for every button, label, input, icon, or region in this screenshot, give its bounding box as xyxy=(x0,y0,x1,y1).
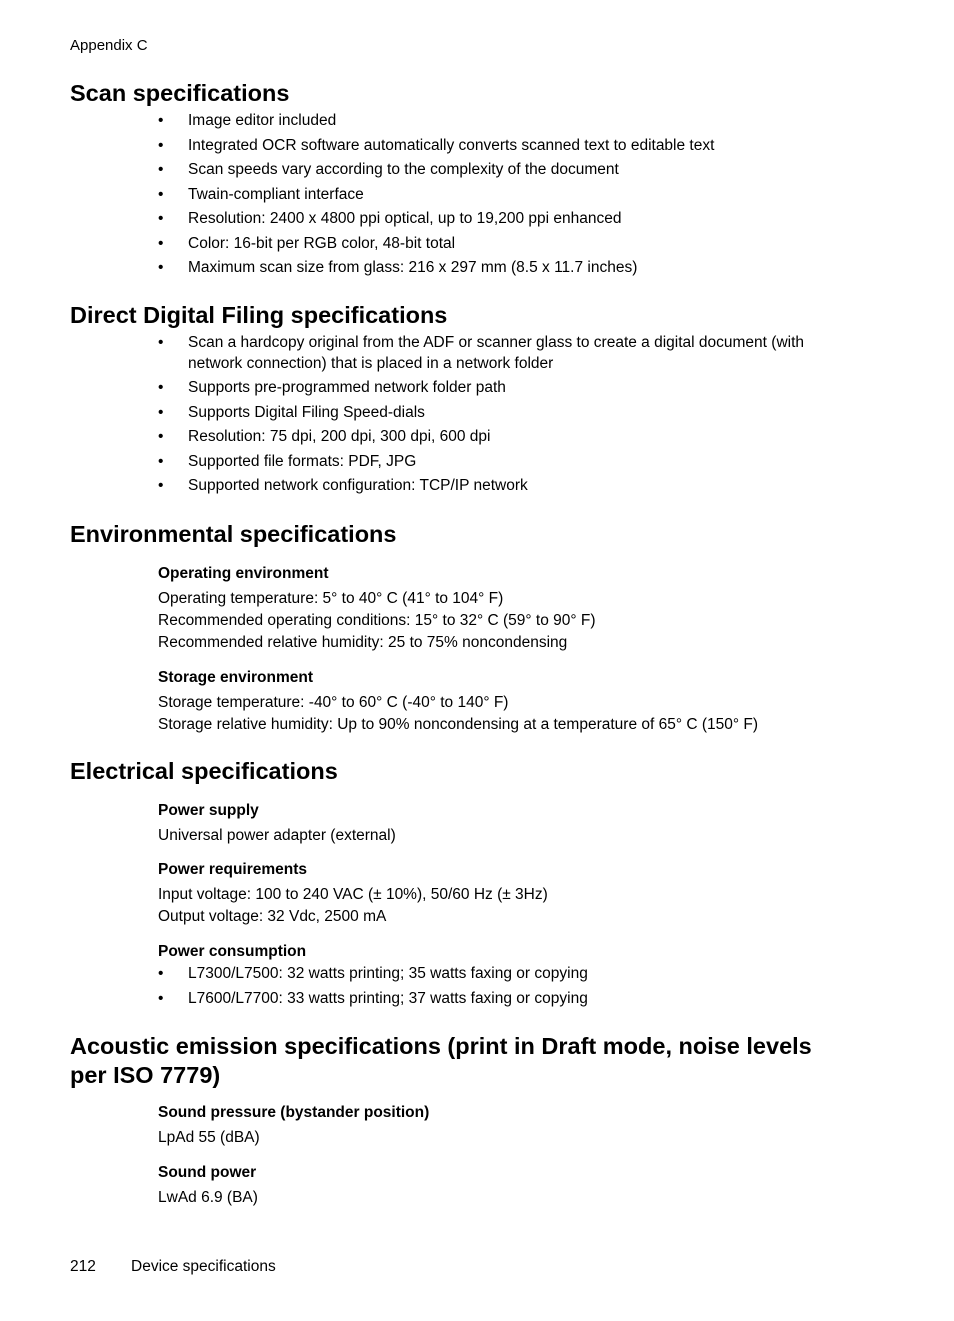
spec-line: Storage relative humidity: Up to 90% noncondensing at a temperature of 65° C (150° F) xyxy=(158,716,759,733)
acoustic-heading-line-1: Acoustic emission specifications (print in Draft mode, noise levels xyxy=(70,1033,812,1059)
sound-pressure-subheading: Sound pressure (bystander position) xyxy=(158,1104,430,1121)
scan-specifications-heading: Scan specifications xyxy=(70,80,290,106)
spec-line: Storage temperature: -40° to 60° C (-40° to 140° F) xyxy=(158,694,509,711)
electrical-specifications-heading: Electrical specifications xyxy=(70,758,338,784)
operating-environment-subheading: Operating environment xyxy=(158,565,329,582)
list-item: • Twain-compliant interface xyxy=(158,185,858,206)
power-consumption-subheading: Power consumption xyxy=(158,943,307,960)
environmental-specifications-heading: Environmental specifications xyxy=(70,521,397,547)
list-item: • Supports Digital Filing Speed-dials xyxy=(158,403,858,424)
list-item: • Integrated OCR software automatically converts scanned text to editable text xyxy=(158,136,858,157)
operating-environment-block xyxy=(158,564,878,654)
list-item: • Scan speeds vary according to the complexity of the document xyxy=(158,160,858,181)
running-head: Appendix C xyxy=(70,37,148,54)
direct-digital-filing-list xyxy=(158,333,858,501)
acoustic-heading-line-2: per ISO 7779) xyxy=(70,1062,221,1088)
storage-environment-subheading: Storage environment xyxy=(158,669,314,686)
sound-pressure-block xyxy=(158,1103,878,1149)
power-requirements-block xyxy=(158,860,878,928)
spec-line: LpAd 55 (dBA) xyxy=(158,1129,260,1146)
power-supply-subheading: Power supply xyxy=(158,802,259,819)
spec-line: Recommended operating conditions: 15° to 32° C (59° to 90° F) xyxy=(158,612,596,629)
scan-specifications-list xyxy=(158,111,858,283)
footer-section-title: Device specifications xyxy=(131,1258,276,1275)
spec-line: Recommended relative humidity: 25 to 75% noncondensing xyxy=(158,634,568,651)
storage-environment-block xyxy=(158,668,878,736)
sound-power-subheading: Sound power xyxy=(158,1164,257,1181)
spec-line: Input voltage: 100 to 240 VAC (± 10%), 50/60 Hz (± 3Hz) xyxy=(158,886,548,903)
sound-power-block xyxy=(158,1163,878,1209)
list-item: • Supported network configuration: TCP/IP network xyxy=(158,476,858,497)
direct-digital-filing-heading: Direct Digital Filing specifications xyxy=(70,302,448,328)
power-supply-block xyxy=(158,801,878,847)
spec-line: Universal power adapter (external) xyxy=(158,827,396,844)
spec-line: Operating temperature: 5° to 40° C (41° to 104° F) xyxy=(158,590,504,607)
power-requirements-subheading: Power requirements xyxy=(158,861,308,878)
list-item: • Resolution: 75 dpi, 200 dpi, 300 dpi, 600 dpi xyxy=(158,427,858,448)
list-item: • Supports pre-programmed network folder path xyxy=(158,378,858,399)
spec-line: Output voltage: 32 Vdc, 2500 mA xyxy=(158,908,387,925)
list-item: • L7600/L7700: 33 watts printing; 37 watts faxing or copying xyxy=(158,989,858,1010)
power-consumption-list xyxy=(158,964,858,1013)
page-number: 212 xyxy=(70,1258,96,1275)
list-item: • L7300/L7500: 32 watts printing; 35 watts faxing or copying xyxy=(158,964,858,985)
list-item: • Maximum scan size from glass: 216 x 297 mm (8.5 x 11.7 inches) xyxy=(158,258,858,279)
power-consumption-block xyxy=(158,942,878,962)
list-item: • Image editor included xyxy=(158,111,858,132)
acoustic-emission-heading xyxy=(70,1032,812,1090)
list-item: • Resolution: 2400 x 4800 ppi optical, up to 19,200 ppi enhanced xyxy=(158,209,858,230)
list-item: • Supported file formats: PDF, JPG xyxy=(158,452,858,473)
spec-line: LwAd 6.9 (BA) xyxy=(158,1189,258,1206)
list-item: • Color: 16-bit per RGB color, 48-bit total xyxy=(158,234,858,255)
list-item: • Scan a hardcopy original from the ADF or scanner glass to create a digital document (with network connection) that is placed in a network folder xyxy=(158,333,858,374)
